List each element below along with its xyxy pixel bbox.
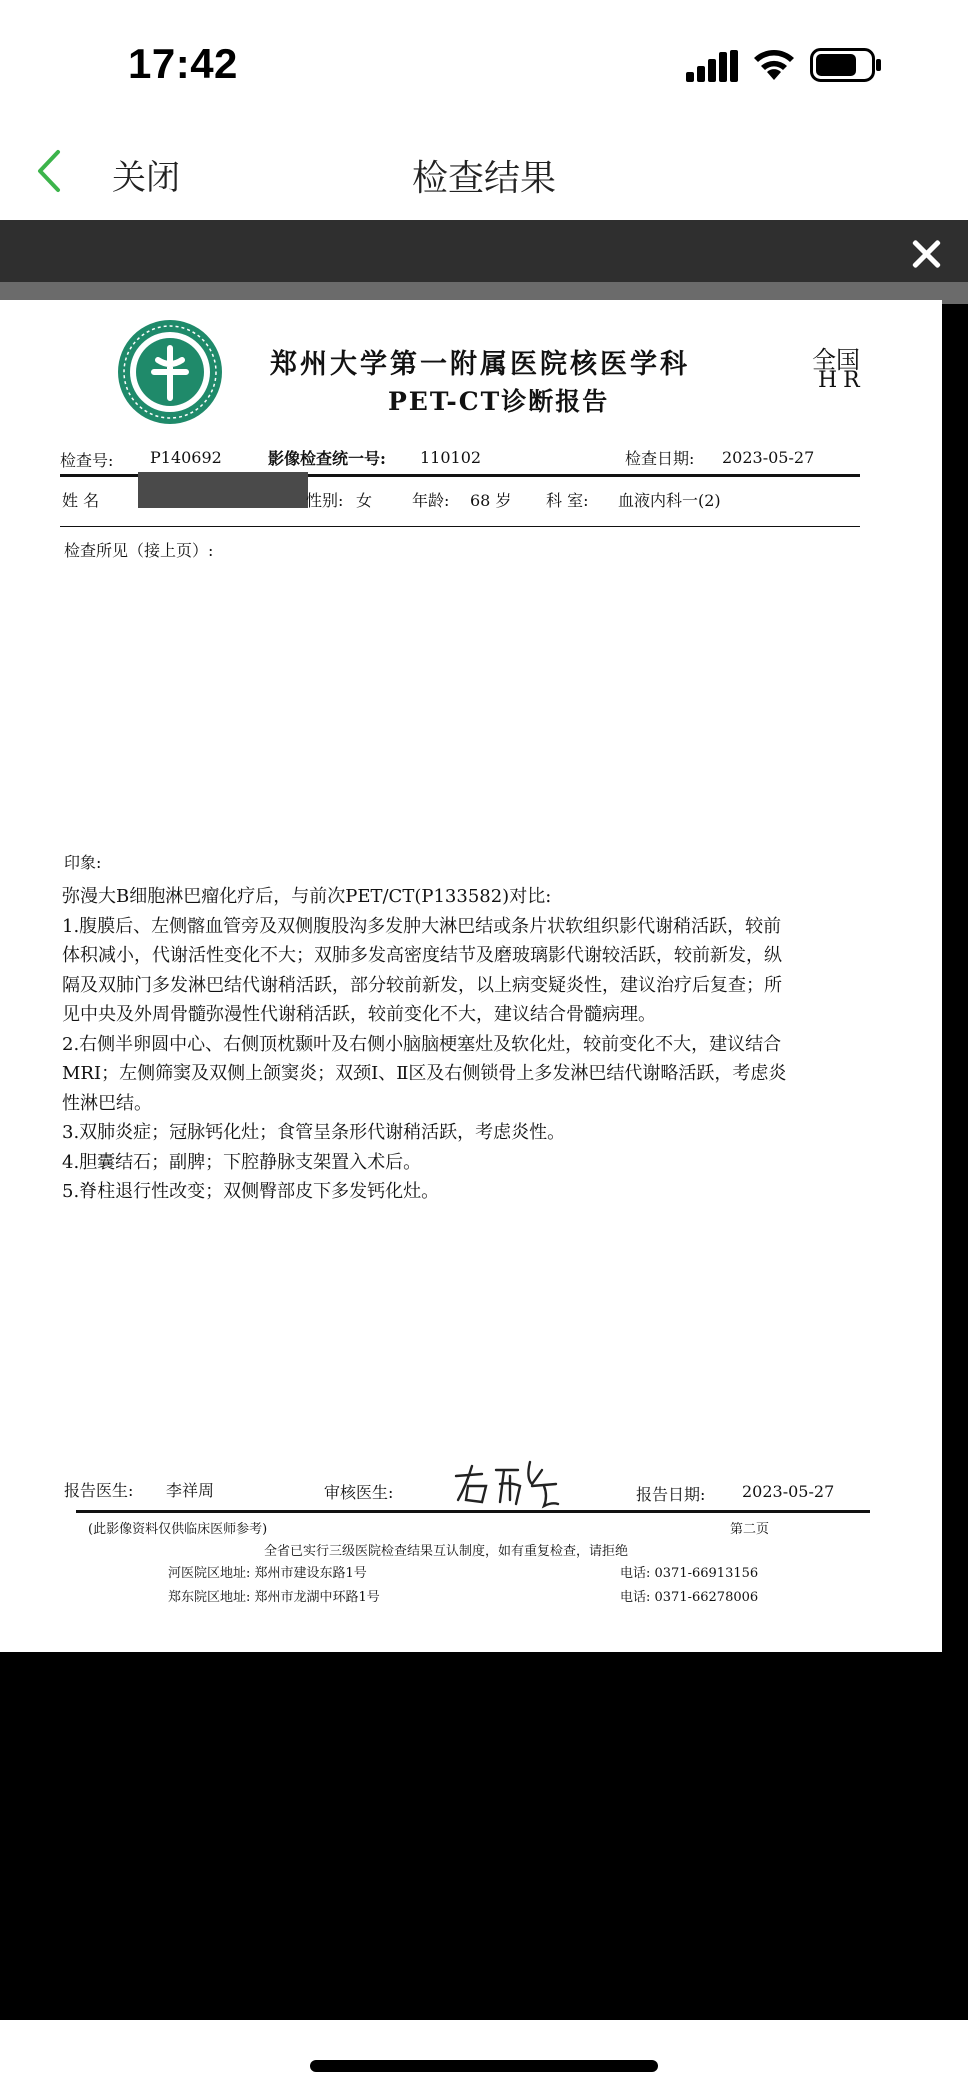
report-date-label: 报告日期: <box>636 1485 706 1504</box>
campus2-phone: 电话: 0371-66278006 <box>620 1590 759 1605</box>
footer-rule <box>76 1510 870 1513</box>
viewer-toolbar <box>0 220 968 282</box>
dept-label: 科 室: <box>546 491 589 510</box>
close-icon[interactable] <box>910 238 942 270</box>
impression-body <box>62 882 786 1207</box>
impression-label: 印象: <box>64 853 102 872</box>
redacted-name <box>138 472 308 508</box>
signal-icon <box>686 50 738 82</box>
impression-line: 见中央及外周骨髓弥漫性代谢稍活跃，较前变化不大，建议结合骨髓病理。 <box>62 1004 656 1025</box>
impression-line: 3.双肺炎症；冠脉钙化灶；食管呈条形代谢稍活跃，考虑炎性。 <box>62 1122 566 1143</box>
hospital-name: 郑州大学第一附属医院核医学科 <box>270 349 690 380</box>
report-image <box>0 300 942 1652</box>
report-title: PET-CT诊断报告 <box>388 387 610 416</box>
page-title: 检查结果 <box>411 158 556 199</box>
image-uid-label: 影像检查统一号: <box>268 449 386 468</box>
age-value: 68 岁 <box>470 491 512 510</box>
name-label: 姓 名 <box>62 491 100 510</box>
sex-value: 女 <box>356 491 373 510</box>
exam-date-label: 检查日期: <box>625 449 695 468</box>
impression-line: 1.腹膜后、左侧髂血管旁及双侧腹股沟多发肿大淋巴结或条片状软组织影代谢稍活跃，较前 <box>62 915 782 937</box>
page-label: 第二页 <box>730 1522 770 1537</box>
mark-bottom: HR <box>818 368 866 393</box>
dept-value: 血液内科一(2) <box>618 491 721 510</box>
hospital-logo <box>116 318 224 426</box>
impression-line: 体积减小，代谢活性变化不大；双肺多发高密度结节及磨玻璃影代谢较活跃，较前新发，纵 <box>62 945 782 966</box>
nav-bar <box>0 120 968 220</box>
home-indicator[interactable] <box>310 2060 658 2072</box>
impression-line: MRI；左侧筛窦及双侧上颌窦炎；双颈Ⅰ、Ⅱ区及右侧锁骨上多发淋巴结代谢略活跃，考虑炎 <box>62 1063 787 1084</box>
reporter-label: 报告医生: <box>64 1481 134 1500</box>
exam-date: 2023-05-27 <box>722 448 815 467</box>
status-bar <box>0 0 968 120</box>
signature <box>452 1456 562 1512</box>
report-date: 2023-05-27 <box>742 1482 835 1501</box>
header-rule-2 <box>60 526 860 527</box>
age-label: 年龄: <box>412 491 450 510</box>
battery-icon <box>810 48 882 82</box>
reviewer-label: 审核医生: <box>324 1483 394 1502</box>
footer-policy: 全省已实行三级医院检查结果互认制度，如有重复检查，请拒绝 <box>264 1544 629 1559</box>
exam-no: P140692 <box>150 448 222 467</box>
campus1-phone: 电话: 0371-66913156 <box>620 1566 759 1581</box>
impression-line: 4.胆囊结石；副脾；下腔静脉支架置入术后。 <box>62 1151 422 1173</box>
impression-line: 性淋巴结。 <box>62 1092 152 1114</box>
sex-label: 性别: <box>306 491 344 510</box>
impression-line: 隔及双肺门多发淋巴结代谢稍活跃，部分较前新发，以上病变疑炎性，建议治疗后复查；所 <box>62 974 782 996</box>
status-time: 17:42 <box>128 40 238 87</box>
reporter-name: 李祥周 <box>166 1481 215 1500</box>
mark-top: 全国 <box>812 346 860 374</box>
close-button[interactable]: 关闭 <box>112 158 180 198</box>
impression-line: 5.脊柱退行性改变；双侧臀部皮下多发钙化灶。 <box>62 1181 440 1202</box>
campus2-address: 郑东院区地址: 郑州市龙湖中环路1号 <box>168 1590 380 1605</box>
footer-note: (此影像资料仅供临床医师参考) <box>88 1522 268 1537</box>
campus1-address: 河医院区地址: 郑州市建设东路1号 <box>168 1566 367 1581</box>
wifi-icon <box>752 46 796 82</box>
findings-label: 检查所见（接上页）: <box>64 541 214 560</box>
impression-line: 2.右侧半卵圆中心、右侧顶枕颞叶及右侧小脑脑梗塞灶及软化灶，较前变化不大，建议结合 <box>62 1033 782 1055</box>
image-uid: 110102 <box>420 448 482 467</box>
exam-no-label: 检查号: <box>60 451 114 470</box>
impression-line: 弥漫大B细胞淋巴瘤化疗后，与前次PET/CT(P133582)对比: <box>62 886 552 907</box>
